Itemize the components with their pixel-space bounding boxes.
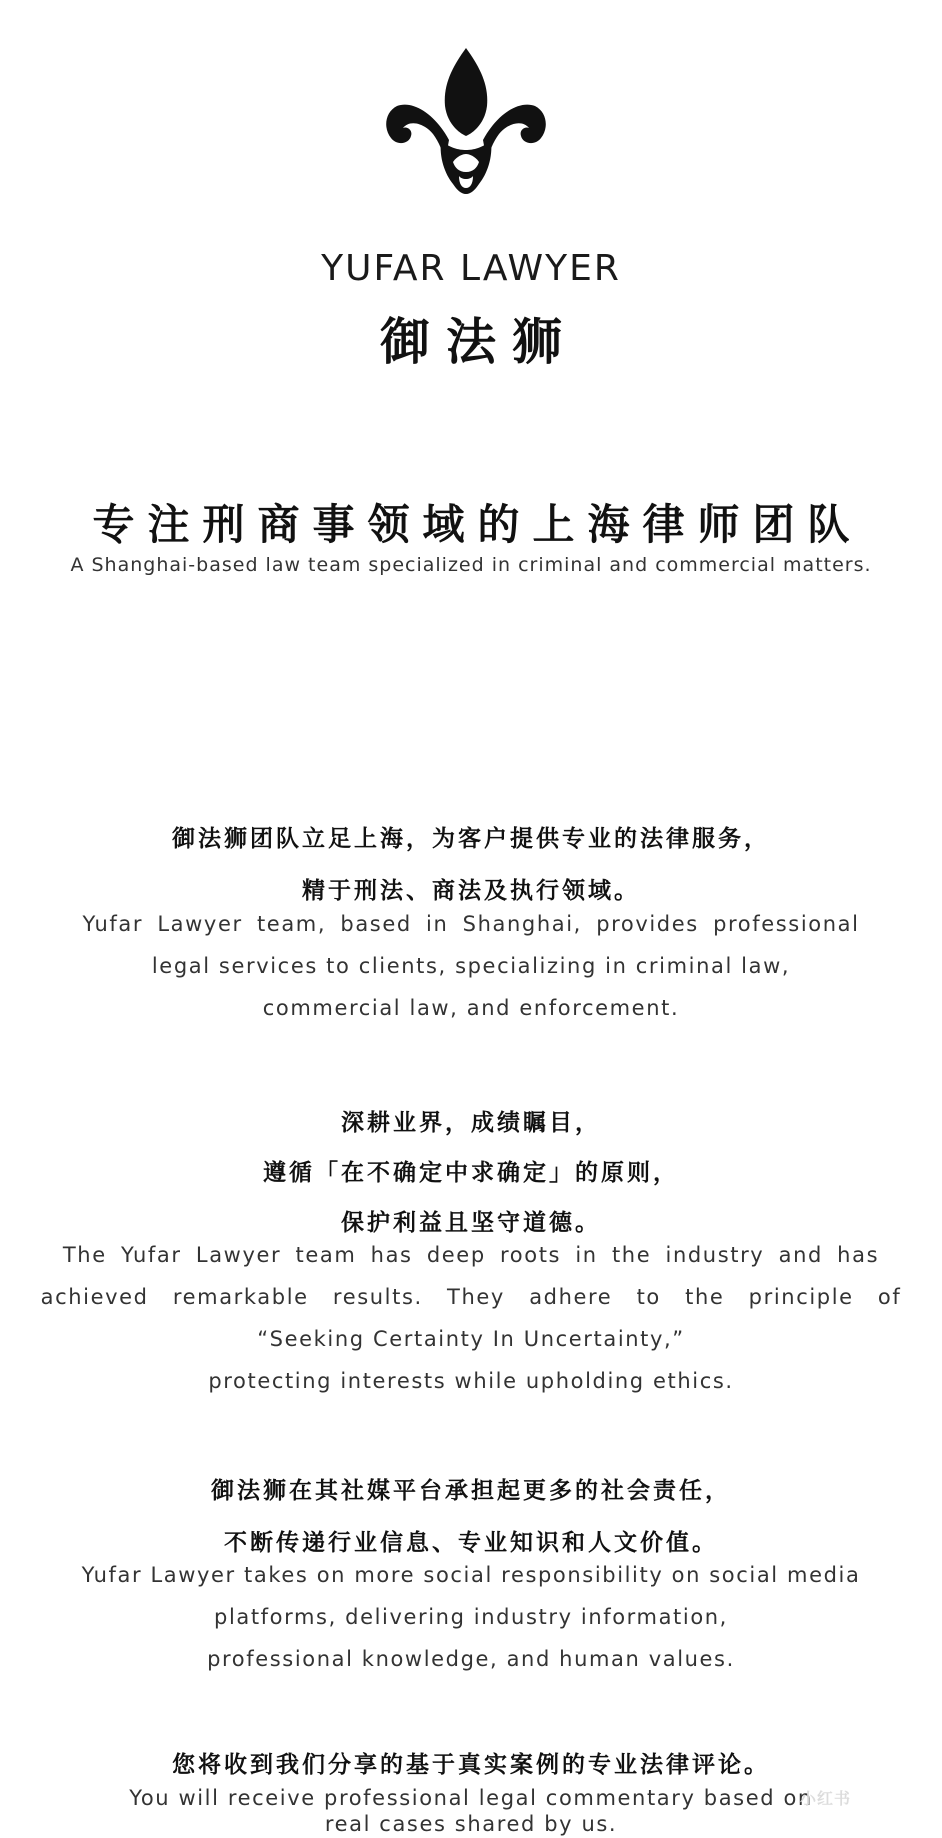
section-2-en-line: “Seeking Certainty In Uncertainty,”	[257, 1327, 685, 1351]
section-2-en-line: achieved remarkable results. They adhere to the principle of	[40, 1285, 902, 1309]
section-1-cn-line: 精于刑法、商法及执行领域。	[302, 878, 640, 904]
section-4-en-line: real cases shared by us.	[324, 1812, 618, 1836]
section-1-en-line: legal services to clients, specializing in criminal law,	[151, 954, 791, 978]
brand-name-cn: 御法狮	[380, 313, 578, 371]
section-3-cn-line: 御法狮在其社媒平台承担起更多的社会责任，	[211, 1478, 731, 1504]
section-2-en-line: protecting interests while upholding ethics.	[208, 1369, 734, 1393]
section-3-en-line: platforms, delivering industry information,	[214, 1605, 728, 1629]
section-1-cn-line: 御法狮团队立足上海，为客户提供专业的法律服务，	[172, 826, 770, 852]
section-3-en-line: Yufar Lawyer takes on more social responsibility on social media	[81, 1563, 861, 1587]
section-2-cn-line: 深耕业界，成绩瞩目，	[341, 1110, 601, 1136]
section-1-en-line: Yufar Lawyer team, based in Shanghai, provides professional	[82, 912, 860, 936]
section-4-en-line: You will receive professional legal commentary based on	[129, 1786, 813, 1810]
section-4-cn-line: 您将收到我们分享的基于真实案例的专业法律评论。	[172, 1752, 770, 1778]
section-3-en-line: professional knowledge, and human values.	[207, 1647, 735, 1671]
section-2-cn-line: 遵循「在不确定中求确定」的原则，	[263, 1160, 679, 1186]
section-2-en-line: The Yufar Lawyer team has deep roots in the industry and has	[62, 1243, 880, 1267]
lion-fleur-de-lis-icon	[383, 44, 549, 210]
slogan-en: A Shanghai-based law team specialized in criminal and commercial matters.	[70, 554, 872, 576]
section-3-cn-line: 不断传递行业信息、专业知识和人文价值。	[224, 1530, 718, 1556]
section-2-cn-line: 保护利益且坚守道德。	[341, 1210, 601, 1236]
brand-name-en: YUFAR LAWYER	[321, 248, 621, 289]
watermark: 小红书	[800, 1789, 852, 1808]
section-1-en-line: commercial law, and enforcement.	[262, 996, 680, 1020]
slogan-cn: 专注刑商事领域的上海律师团队	[92, 500, 863, 549]
